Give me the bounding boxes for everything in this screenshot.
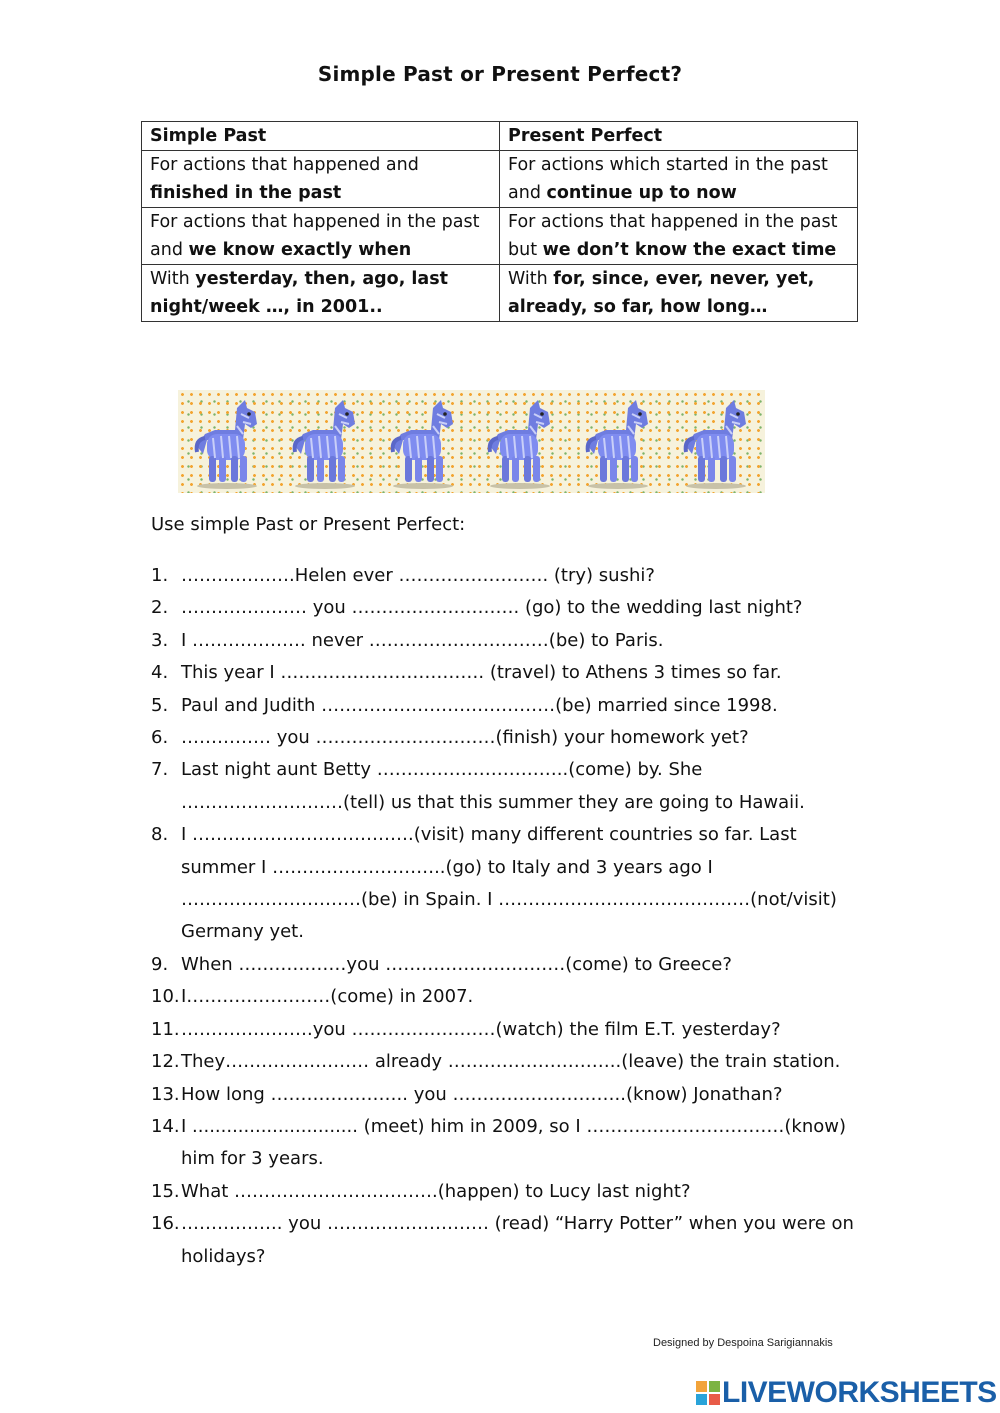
exercise-item	[151, 981, 861, 1013]
table-header-row	[142, 122, 858, 151]
present-perfect-rule: For actions which started in the past and continue up to now	[500, 151, 858, 208]
zebra-icon	[478, 394, 562, 490]
exercise-text: ………………… you ………………………. (go) to the wedding last night?	[181, 597, 803, 619]
rules-table	[141, 121, 858, 322]
exercise-number: 15.	[151, 1180, 180, 1202]
page-title: Simple Past or Present Perfect?	[317, 62, 683, 86]
exercise-item	[151, 722, 861, 754]
exercise-item	[151, 1046, 861, 1078]
exercise-item	[151, 1176, 861, 1208]
liveworksheets-logo	[696, 1378, 997, 1408]
exercise-text: This year I ……………………………. (travel) to Athens 3 times so far.	[181, 662, 782, 684]
exercise-text: Paul and Judith …………………………………(be) married since 1998.	[181, 694, 778, 716]
exercise-item	[151, 1208, 861, 1273]
present-perfect-rule: For actions that happened in the past but we don’t know the exact time	[500, 208, 858, 265]
header-simple-past: Simple Past	[142, 122, 500, 151]
exercise-item	[151, 690, 861, 722]
exercise-number: 7.	[151, 759, 169, 781]
table-row	[142, 151, 858, 208]
exercise-text: ……………….Helen ever ……………………. (try) sushi?	[181, 565, 655, 586]
instruction: Use simple Past or Present Perfect:	[151, 514, 466, 535]
exercise-text: How long ………………….. you ………………………..(know) Jonathan?	[181, 1083, 783, 1105]
exercise-number: 13.	[151, 1083, 180, 1105]
exercise-number: 3.	[151, 629, 169, 651]
exercise-number: 8.	[151, 824, 169, 846]
exercise-text: I ……………………………….(visit) many different countries so far. Last summer I ………………………..(go) to Italy and 3 years ago I …………………………(be) in Spain. I ……………………………………(not/visit) Germany yet.	[181, 824, 837, 943]
exercise-text: …………… you …………………………(finish) your homework yet?	[181, 727, 749, 749]
zebra-banner	[178, 390, 765, 493]
simple-past-rule: For actions that happened in the past and we know exactly when	[142, 208, 500, 265]
exercise-number: 1.	[151, 565, 169, 586]
table-row	[142, 265, 858, 322]
zebra-icon	[576, 394, 660, 490]
exercise-number: 9.	[151, 953, 169, 975]
brand-text: LIVEWORKSHEETS	[722, 1376, 997, 1409]
exercise-item	[151, 1111, 861, 1176]
exercise-text: I ………………. never …………………………(be) to Paris.	[181, 629, 664, 651]
exercise-text: I……………………(come) in 2007.	[181, 986, 474, 1008]
exercise-text: ………………….you ……………………(watch) the film E.T. yesterday?	[181, 1018, 781, 1040]
exercise-item	[151, 560, 861, 592]
zebra-icon	[674, 394, 758, 490]
zebra-icon	[283, 394, 367, 490]
exercise-number: 11.	[151, 1018, 180, 1040]
exercise-number: 12.	[151, 1051, 180, 1073]
exercise-number: 4.	[151, 662, 169, 684]
exercise-number: 10.	[151, 986, 180, 1008]
exercise-text: …………….. you ……………………… (read) “Harry Potter” when you were on holidays?	[181, 1213, 854, 1267]
exercise-number: 14.	[151, 1115, 180, 1137]
exercise-item	[151, 754, 861, 819]
exercise-item	[151, 592, 861, 624]
exercise-item	[151, 819, 861, 949]
exercise-number: 6.	[151, 727, 169, 749]
exercise-number: 16.	[151, 1213, 180, 1235]
simple-past-rule: With yesterday, then, ago, last night/week …, in 2001..	[142, 265, 500, 322]
exercise-number: 2.	[151, 597, 169, 619]
exercise-text: Last night aunt Betty …………………………..(come) by. She ………………………(tell) us that this summer they are going to Hawaii.	[181, 759, 805, 813]
present-perfect-rule: With for, since, ever, never, yet, already, so far, how long…	[500, 265, 858, 322]
simple-past-rule: For actions that happened and finished in the past	[142, 151, 500, 208]
exercise-text: I ............................. (meet) him in 2009, so I ……………………………(know) him for 3 years.	[181, 1115, 846, 1170]
exercise-item	[151, 1014, 861, 1046]
zebra-icon	[381, 394, 465, 490]
exercise-item	[151, 1079, 861, 1111]
exercise-text: What …………………………….(happen) to Lucy last night?	[181, 1180, 691, 1202]
zebra-icon	[185, 394, 269, 490]
exercise-number: 5.	[151, 694, 169, 716]
credit-text: Designed by Despoina Sarigiannakis	[653, 1337, 833, 1349]
exercise-item	[151, 625, 861, 657]
exercise-item	[151, 657, 861, 689]
exercise-item	[151, 949, 861, 981]
exercise-text: When ………………you …………………………(come) to Greece?	[181, 953, 732, 975]
table-row	[142, 208, 858, 265]
exercise-list	[151, 560, 861, 1273]
header-present-perfect: Present Perfect	[500, 122, 858, 151]
liveworksheets-icon	[696, 1381, 720, 1405]
exercise-text: They…………………… already ………………………..(leave) the train station.	[181, 1051, 841, 1073]
